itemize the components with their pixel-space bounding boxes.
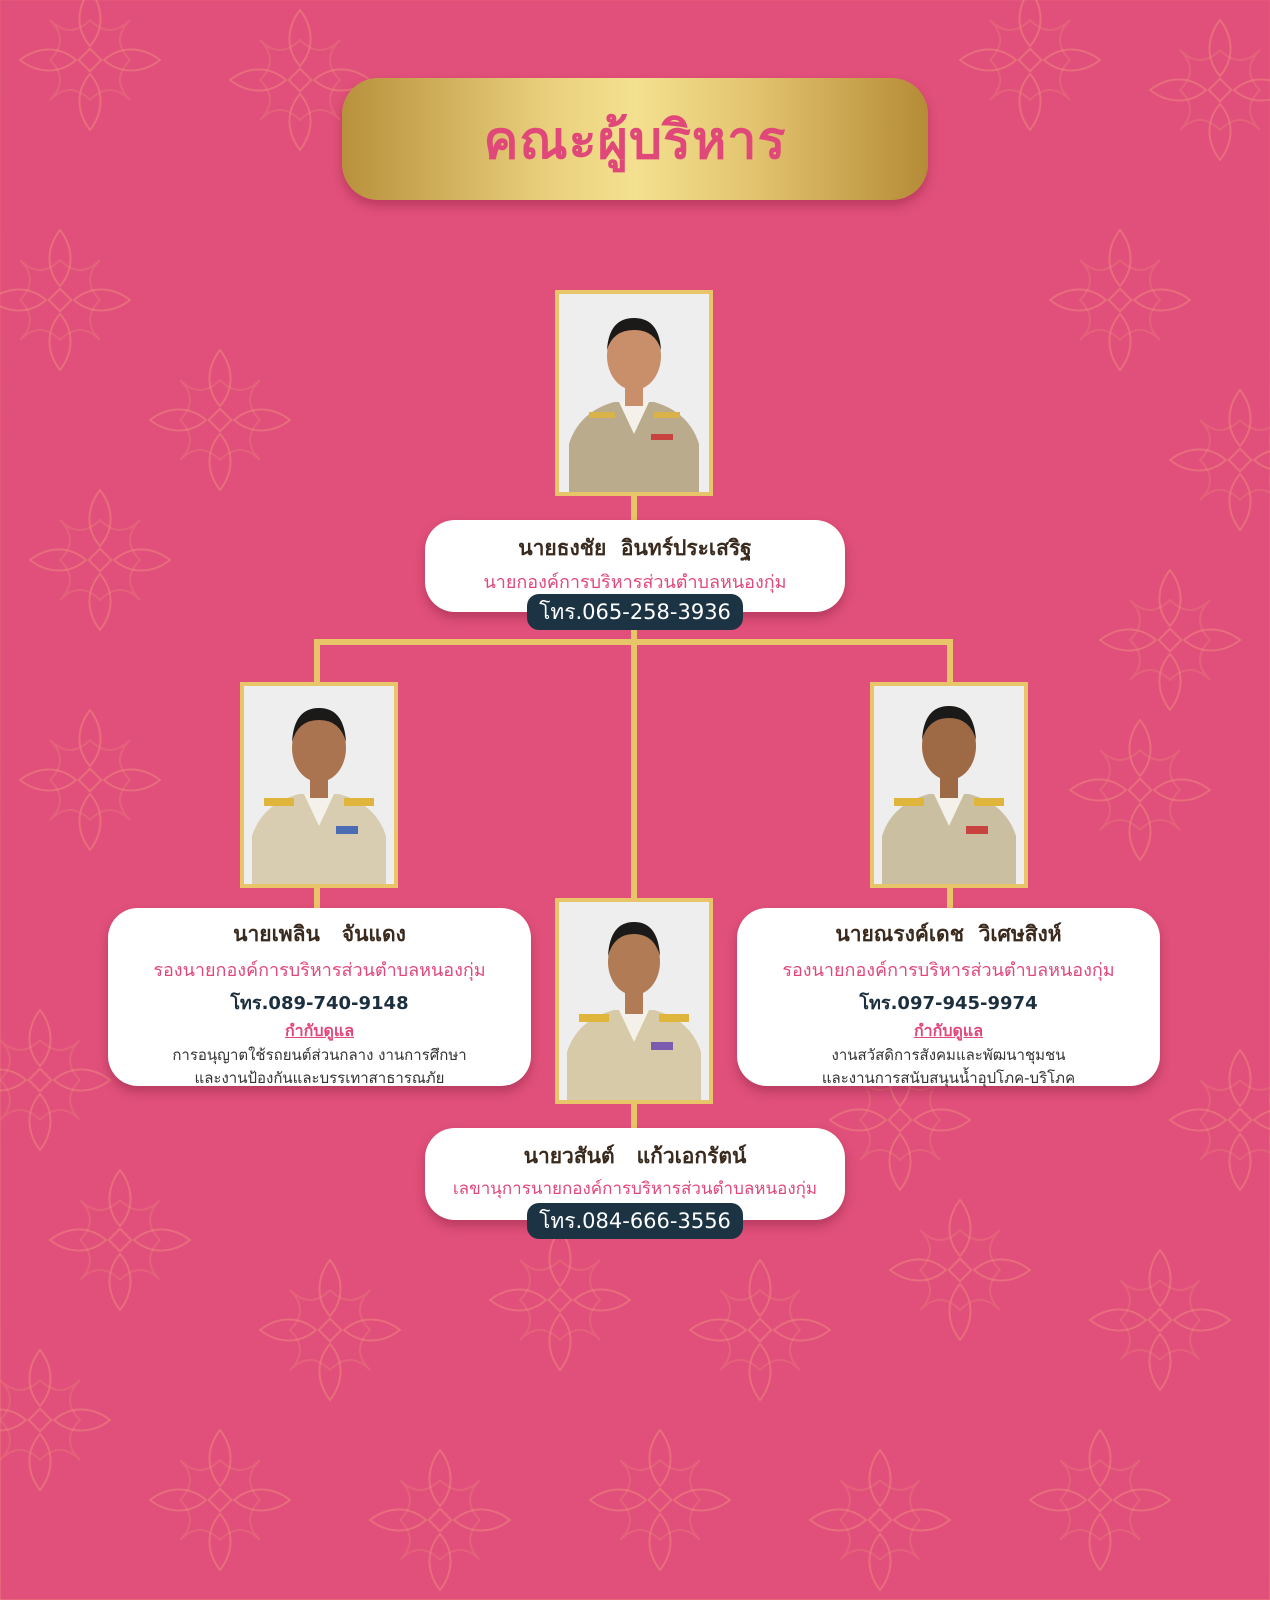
deputy-left-phone[interactable]: โทร.089-740-9148 — [230, 993, 409, 1014]
deputy-left-duty: และงานป้องกันและบรรเทาสาธารณภัย — [194, 1069, 445, 1087]
deputy-right-photo — [870, 682, 1028, 888]
connector-chief-down — [631, 612, 637, 900]
deputy-right-supervise-label: กำกับดูแล — [913, 1021, 984, 1040]
connector-left-vertical — [314, 639, 320, 685]
connector-secretary — [631, 1104, 637, 1130]
page-title: คณะผู้บริหาร — [483, 110, 787, 171]
secretary-position: เลขานุการนายกองค์การบริหารส่วนตำบลหนองกุ่ม — [452, 1179, 818, 1199]
deputy-left-duty: การอนุญาตใช้รถยนต์ส่วนกลาง งานการศึกษา — [172, 1046, 467, 1064]
person-portrait-icon — [559, 902, 709, 1100]
secretary-photo — [555, 898, 713, 1104]
secretary-name: นายวสันต์ แก้วเอกรัตน์ — [523, 1144, 747, 1168]
connector-horizontal — [314, 639, 953, 645]
person-portrait-icon — [559, 294, 709, 492]
deputy-right-position: รองนายกองค์การบริหารส่วนตำบลหนองกุ่ม — [782, 960, 1115, 981]
chief-position: นายกองค์การบริหารส่วนตำบลหนองกุ่ม — [483, 572, 787, 593]
deputy-right-name: นายณรงค์เดช วิเศษสิงห์ — [835, 922, 1062, 946]
connector-right-vertical — [947, 639, 953, 685]
chief-name: นายธงชัย อินทร์ประเสริฐ — [518, 536, 752, 560]
deputy-right-duty: และงานการสนับสนุนน้ำอุปโภค-บริโภค — [821, 1069, 1076, 1087]
secretary-phone[interactable]: โทร.084-666-3556 — [527, 1203, 743, 1239]
deputy-left-position: รองนายกองค์การบริหารส่วนตำบลหนองกุ่ม — [153, 960, 486, 981]
title-banner — [342, 78, 928, 200]
deputy-left-supervise-label: กำกับดูแล — [284, 1021, 355, 1040]
deputy-right-phone[interactable]: โทร.097-945-9974 — [859, 993, 1038, 1014]
deputy-left-card — [108, 908, 531, 1086]
connector-right-card — [947, 886, 953, 910]
deputy-right-duty: งานสวัสดิการสังคมและพัฒนาชุมชน — [831, 1046, 1066, 1064]
deputy-right-card — [737, 908, 1160, 1086]
person-portrait-icon — [874, 686, 1024, 884]
chief-phone[interactable]: โทร.065-258-3936 — [527, 594, 743, 630]
deputy-left-photo — [240, 682, 398, 888]
chief-photo — [555, 290, 713, 496]
deputy-left-name: นายเพลิน จันแดง — [233, 922, 406, 946]
person-portrait-icon — [244, 686, 394, 884]
connector-left-card — [314, 886, 320, 910]
